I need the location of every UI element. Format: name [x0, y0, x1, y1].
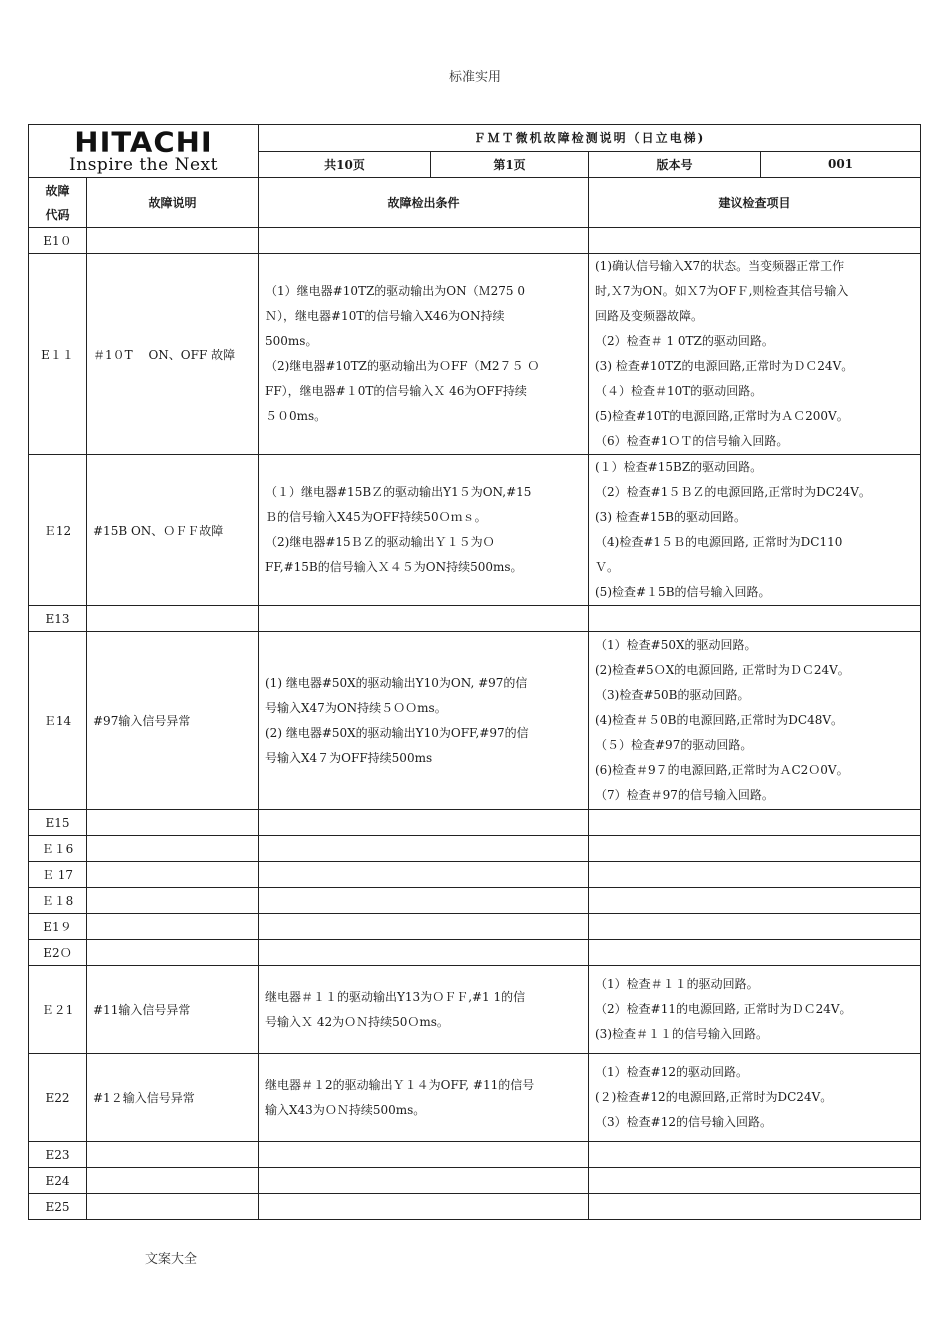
- detection-condition: [259, 455, 589, 606]
- detection-condition: [259, 940, 589, 966]
- condition-line: FF），继电器#１0T的信号输入Ｘ 46为OFF持续: [265, 384, 527, 398]
- check-item: (2)检查#5ＯX的电源回路, 正常时为ＤＣ24V。: [595, 663, 850, 677]
- check-item: Ｖ。: [595, 560, 620, 574]
- fault-description: #11输入信号异常: [87, 966, 259, 1054]
- check-items: [589, 862, 921, 888]
- fault-code: E13: [29, 606, 87, 632]
- check-item: （2）检查#11的电源回路, 正常时为ＤＣ24V。: [595, 1002, 852, 1016]
- check-item: (3)检查＃１１的信号输入回路。: [595, 1027, 768, 1041]
- fault-table: [28, 124, 921, 1220]
- table-row: [29, 888, 921, 914]
- condition-line: （１）继电器#15BＺ的驱动输出Y1５为ON,#15: [265, 485, 532, 499]
- check-item: （５）检查#97的驱动回路。: [595, 738, 753, 752]
- fault-code: Ｅ 17: [29, 862, 87, 888]
- check-items: [589, 836, 921, 862]
- page-header: 标准实用: [448, 70, 501, 85]
- check-item: (１）检查#15BZ的驱动回路。: [595, 460, 763, 474]
- check-item: (5)检查#10T的电源回路,正常时为ＡＣ200V。: [595, 409, 849, 423]
- table-row: [29, 632, 921, 810]
- check-item: （1）检查＃１１的驱动回路。: [595, 977, 759, 991]
- detection-condition: [259, 632, 589, 810]
- check-items: [589, 632, 921, 810]
- check-item: (２)检查#12的电源回路,正常时为DC24V。: [595, 1090, 833, 1104]
- page-footer: 文案大全: [145, 1252, 198, 1267]
- check-item: （４）检查＃10T的驱动回路。: [595, 384, 763, 398]
- condition-line: 继电器＃１2的驱动输出Ｙ１４为OFF, #11的信号: [265, 1077, 535, 1092]
- condition-line: （2)继电器#10TZ的驱动输出为ＯFF（M2７５ Ｏ: [265, 359, 540, 373]
- fault-code: Ｅ12: [29, 455, 87, 606]
- condition-line: (2) 继电器#50X的驱动输出Y10为OFF,#97的信: [265, 725, 529, 740]
- check-items: [589, 940, 921, 966]
- detection-condition: [259, 606, 589, 632]
- logo-cell: [29, 125, 259, 178]
- condition-line: （2)继电器#15ＢＺ的驱动输出Ｙ１５为Ｏ: [265, 535, 495, 549]
- check-items: [589, 228, 921, 254]
- check-items: [589, 606, 921, 632]
- condition-line: 号输入X4７为OFF持续500ms: [265, 750, 433, 765]
- version-label: 版本号: [589, 151, 761, 178]
- condition-line: （1）继电器#10TZ的驱动输出为ON（Ｍ275 0: [265, 284, 525, 298]
- check-items: [589, 888, 921, 914]
- detection-condition: [259, 1142, 589, 1168]
- fault-description: #1２输入信号异常: [87, 1054, 259, 1142]
- check-items: [589, 914, 921, 940]
- fault-code: E15: [29, 810, 87, 836]
- fault-description: [87, 1168, 259, 1194]
- table-row: [29, 966, 921, 1054]
- fault-description: [87, 836, 259, 862]
- fault-code: Ｅ14: [29, 632, 87, 810]
- fault-description: [87, 862, 259, 888]
- table-row: [29, 1168, 921, 1194]
- check-items: [589, 254, 921, 455]
- fault-description: [87, 228, 259, 254]
- check-item: (4)检查＃５0B的电源回路,正常时为DC48V。: [595, 713, 844, 727]
- condition-line: (1) 继电器#50X的驱动输出Y10为ON, #97的信: [265, 675, 528, 690]
- condition-line: Ｂ的信号输入X45为OFF持续50Ｏｍｓ。: [265, 510, 487, 524]
- check-item: （6）检查#1ＯＴ的信号输入回路。: [595, 434, 789, 448]
- total-pages: 共10页: [259, 151, 431, 178]
- detection-condition: [259, 254, 589, 455]
- detection-condition: [259, 810, 589, 836]
- check-item: （2）检查＃ 1 0TZ的驱动回路。: [595, 334, 774, 348]
- condition-line: 500ms。: [265, 334, 318, 348]
- fault-description: #97输入信号异常: [87, 632, 259, 810]
- fault-code: E22: [29, 1054, 87, 1142]
- fault-code: Ｅ２1: [29, 966, 87, 1054]
- check-item: 时,Ｘ7为ON。如Ｘ7为OFＦ,则检查其信号输入: [595, 284, 849, 298]
- check-item: 回路及变频器故障。: [595, 309, 704, 323]
- condition-line: 号输入Ｘ 42为ＯＮ持续50Ｏms。: [265, 1014, 449, 1029]
- detection-condition: [259, 1194, 589, 1220]
- version-value: 001: [761, 151, 921, 178]
- detection-condition: [259, 228, 589, 254]
- col-cond-header: 故障检出条件: [259, 178, 589, 228]
- check-items: [589, 1168, 921, 1194]
- condition-line: 继电器＃１１的驱动输出Y13为ＯＦＦ,#1 1的信: [265, 989, 526, 1004]
- condition-line: 输入X43为ＯＮ持续500ms。: [265, 1102, 426, 1117]
- check-item: （4)检查#1５Ｂ的电源回路, 正常时为DC110: [595, 535, 843, 549]
- fault-description: [87, 810, 259, 836]
- fault-description: [87, 914, 259, 940]
- table-row: [29, 1054, 921, 1142]
- fault-description: [87, 606, 259, 632]
- logo-brand: HITACHI: [74, 125, 213, 159]
- fault-code: Ｅ１6: [29, 836, 87, 862]
- fault-description: #15B ON、ＯＦＦ故障: [87, 455, 259, 606]
- check-item: （3）检查#12的信号输入回路。: [595, 1115, 772, 1129]
- hitachi-logo: [29, 125, 258, 177]
- check-item: (6)检查＃9７的电源回路,正常时为ＡC2Ｏ0V。: [595, 763, 849, 777]
- check-items: [589, 966, 921, 1054]
- page-number: 第1页: [431, 151, 589, 178]
- fault-code: E１１: [29, 254, 87, 455]
- detection-condition: [259, 914, 589, 940]
- table-row: [29, 862, 921, 888]
- table-row: [29, 836, 921, 862]
- fault-description: [87, 940, 259, 966]
- fault-description: [87, 888, 259, 914]
- check-item: （7）检查＃97的信号输入回路。: [595, 788, 774, 802]
- detection-condition: [259, 966, 589, 1054]
- check-item: （1）检查#50X的驱动回路。: [595, 638, 757, 652]
- check-item: (3) 检查#10TZ的电源回路,正常时为ＤＣ24V。: [595, 359, 854, 373]
- fault-code: E1９: [29, 914, 87, 940]
- detection-condition: [259, 836, 589, 862]
- check-items: [589, 1142, 921, 1168]
- check-items: [589, 810, 921, 836]
- col-desc-header: 故障说明: [87, 178, 259, 228]
- table-row: [29, 940, 921, 966]
- fault-code: E24: [29, 1168, 87, 1194]
- detection-condition: [259, 888, 589, 914]
- fault-description: ＃1０T ON、OFF 故障: [87, 254, 259, 455]
- condition-line: Ｎ），继电器#10T的信号输入X46为ON持续: [265, 309, 505, 323]
- fault-code: E1０: [29, 228, 87, 254]
- check-item: (1)确认信号输入X7的状态。当变频器正常工作: [595, 259, 845, 273]
- check-items: [589, 455, 921, 606]
- table-row: [29, 455, 921, 606]
- col-code-header: [29, 178, 87, 228]
- condition-line: ５０0ms。: [265, 409, 327, 423]
- fault-code: E23: [29, 1142, 87, 1168]
- fault-description: [87, 1142, 259, 1168]
- fault-description: [87, 1194, 259, 1220]
- fault-code: E25: [29, 1194, 87, 1220]
- check-item: （3)检查#50B的驱动回路。: [595, 688, 750, 702]
- fault-code: Ｅ１8: [29, 888, 87, 914]
- table-row: [29, 1142, 921, 1168]
- doc-title: ＦＭＴ微机故障检测说明（日立电梯): [259, 125, 921, 152]
- table-row: [29, 228, 921, 254]
- table-body: [29, 228, 921, 1220]
- detection-condition: [259, 1054, 589, 1142]
- col-check-header: 建议检查项目: [589, 178, 921, 228]
- detection-condition: [259, 862, 589, 888]
- detection-condition: [259, 1168, 589, 1194]
- col-code-line2: 代码: [45, 207, 70, 222]
- check-items: [589, 1194, 921, 1220]
- table-row: [29, 254, 921, 455]
- table-row: [29, 606, 921, 632]
- fault-code: E2Ｏ: [29, 940, 87, 966]
- check-item: (3) 检查#15B的驱动回路。: [595, 510, 746, 524]
- table-row: [29, 810, 921, 836]
- condition-line: 号输入X47为ON持续５ＯＯms。: [265, 700, 447, 715]
- check-items: [589, 1054, 921, 1142]
- table-row: [29, 914, 921, 940]
- check-item: (5)检查#１5B的信号输入回路。: [595, 585, 771, 599]
- table-row: [29, 1194, 921, 1220]
- col-code-line1: 故障: [45, 183, 70, 198]
- check-item: （1）检查#12的驱动回路。: [595, 1065, 748, 1079]
- logo-tagline: Inspire the Next: [69, 155, 218, 175]
- condition-line: FF,#15B的信号输入Ｘ４５为ON持续500ms。: [265, 560, 523, 574]
- check-item: （2）检查#1５ＢＺ的电源回路,正常时为DC24V。: [595, 485, 871, 499]
